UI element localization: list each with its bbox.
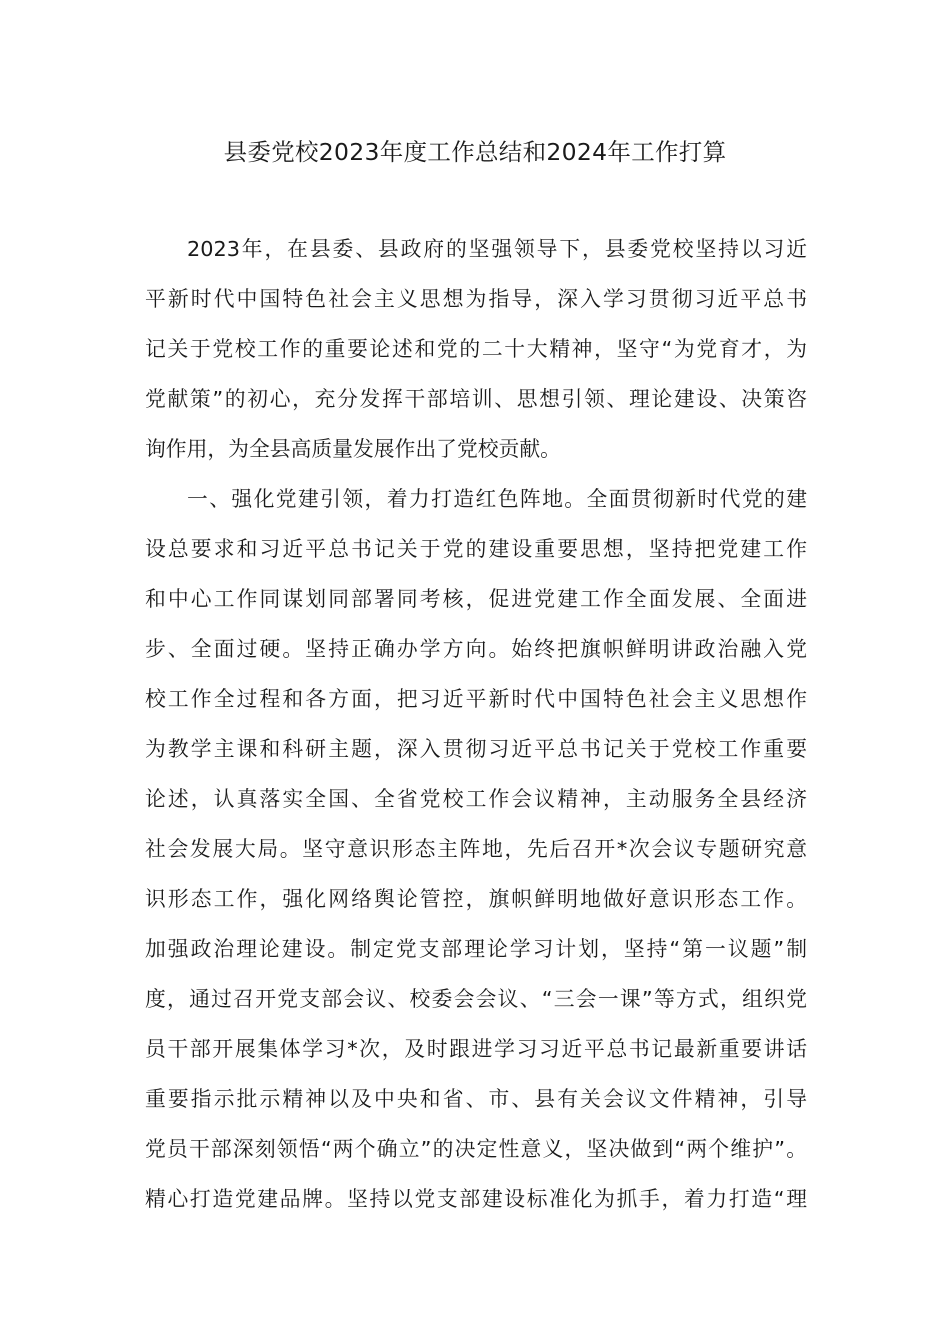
document-title: 县委党校2023年度工作总结和2024年工作打算 (223, 138, 727, 166)
paragraph-line: 加强政治理论建设。制定党支部理论学习计划，坚持“第一议题”制 (145, 937, 807, 961)
paragraph-line: 重要指示批示精神以及中央和省、市、县有关会议文件精神，引导 (145, 1087, 807, 1111)
paragraph-line: 询作用，为全县高质量发展作出了党校贡献。 (145, 437, 561, 461)
paragraph-line: 记关于党校工作的重要论述和党的二十大精神，坚守“为党育才，为 (145, 337, 807, 361)
paragraph-line: 校工作全过程和各方面，把习近平新时代中国特色社会主义思想作 (145, 687, 807, 711)
paragraph-line: 步、全面过硬。坚持正确办学方向。始终把旗帜鲜明讲政治融入党 (145, 637, 807, 661)
paragraph-line: 2023年，在县委、县政府的坚强领导下，县委党校坚持以习近 (187, 237, 807, 261)
paragraph-line: 党员干部深刻领悟“两个确立”的决定性意义，坚决做到“两个维护”。 (145, 1137, 807, 1161)
paragraph-line: 为教学主课和科研主题，深入贯彻习近平总书记关于党校工作重要 (145, 737, 807, 761)
paragraph-line: 和中心工作同谋划同部署同考核，促进党建工作全面发展、全面进 (145, 587, 807, 611)
paragraph-line: 论述，认真落实全国、全省党校工作会议精神，主动服务全县经济 (145, 787, 807, 811)
paragraph-line: 党献策”的初心，充分发挥干部培训、思想引领、理论建设、决策咨 (145, 387, 807, 411)
paragraph-line: 度，通过召开党支部会议、校委会会议、“三会一课”等方式，组织党 (145, 987, 807, 1011)
paragraph-line: 精心打造党建品牌。坚持以党支部建设标准化为抓手，着力打造“理 (145, 1187, 807, 1211)
paragraph-line: 员干部开展集体学习*次，及时跟进学习习近平总书记最新重要讲话 (145, 1037, 807, 1061)
paragraph-line: 一、强化党建引领，着力打造红色阵地。全面贯彻新时代党的建 (187, 487, 807, 511)
paragraph-line: 平新时代中国特色社会主义思想为指导，深入学习贯彻习近平总书 (145, 287, 807, 311)
paragraph-line: 设总要求和习近平总书记关于党的建设重要思想，坚持把党建工作 (145, 537, 807, 561)
paragraph-line: 识形态工作，强化网络舆论管控，旗帜鲜明地做好意识形态工作。 (145, 887, 807, 911)
paragraph-line: 社会发展大局。坚守意识形态主阵地，先后召开*次会议专题研究意 (145, 837, 807, 861)
